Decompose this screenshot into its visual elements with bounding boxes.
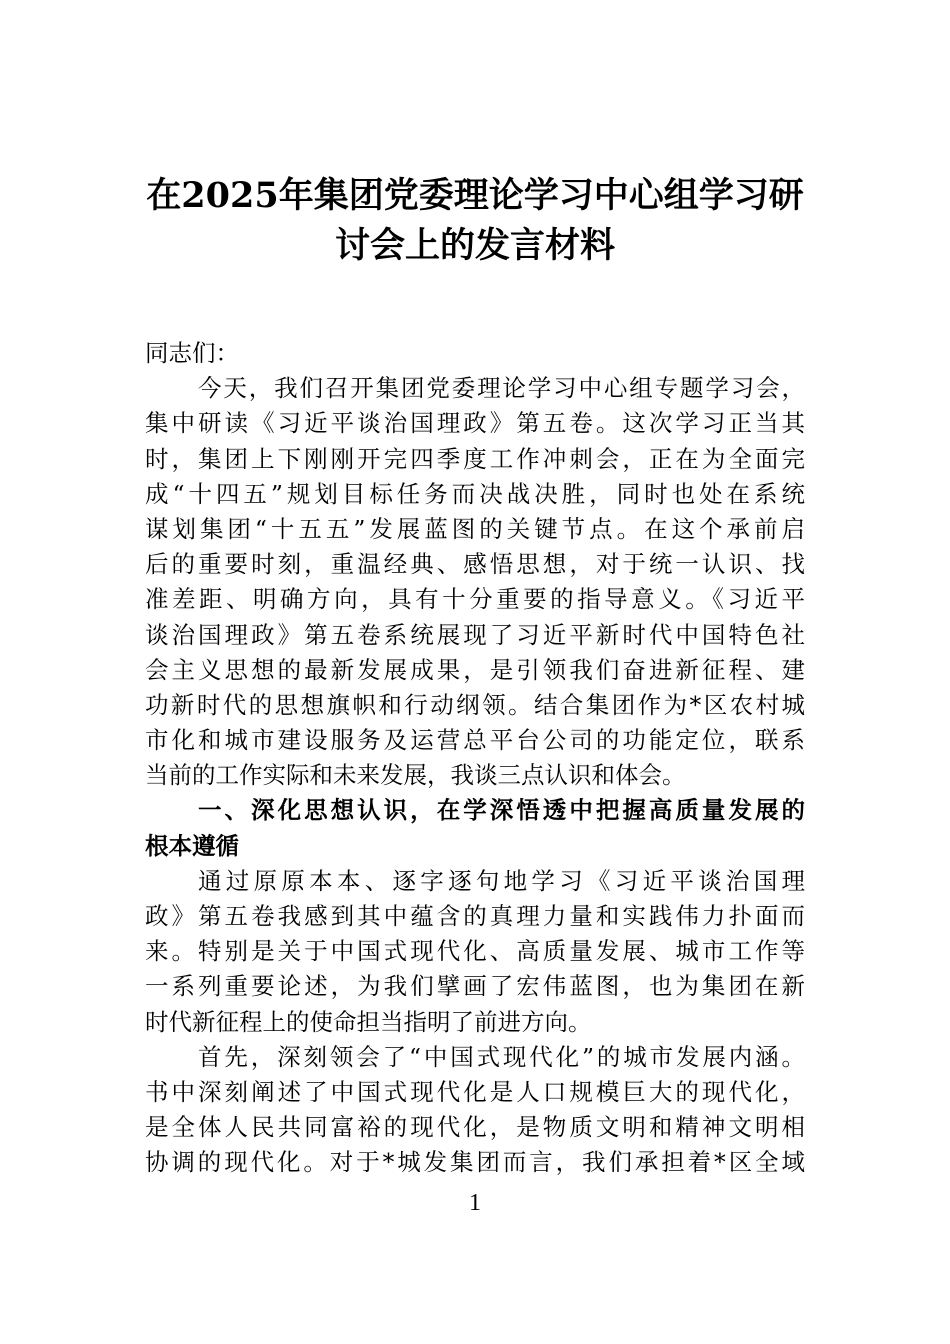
text-line: 谋划集团“十五五”发展蓝图的关键节点。在这个承前启	[145, 514, 805, 543]
page-number: 1	[469, 1190, 481, 1216]
paragraph-first-point	[145, 1040, 805, 1181]
text-line: 今天，我们召开集团党委理论学习中心组专题学习会，	[198, 374, 805, 403]
text-line: 后的重要时刻，重温经典、感悟思想，对于统一认识、找	[145, 550, 805, 579]
text-line: 集中研读《习近平谈治国理政》第五卷。这次学习正当其	[145, 409, 805, 438]
text-line: 谈治国理政》第五卷系统展现了习近平新时代中国特色社	[145, 620, 805, 649]
text-line: 是全体人民共同富裕的现代化，是物质文明和精神文明相	[145, 1113, 805, 1142]
section-heading-1	[145, 793, 805, 863]
text-line: 时代新征程上的使命担当指明了前进方向。	[145, 1007, 592, 1036]
text-line: 功新时代的思想旗帜和行动纲领。结合集团作为*区农村城	[145, 690, 805, 719]
heading-line: 一、深化思想认识，在学深悟透中把握高质量发展的	[198, 796, 805, 825]
text-line: 一系列重要论述，为我们擘画了宏伟蓝图，也为集团在新	[145, 972, 805, 1001]
text-line: 通过原原本本、逐字逐句地学习《习近平谈治国理	[198, 866, 805, 895]
document-title-line-2: 讨会上的发言材料	[334, 225, 615, 266]
paragraph-study	[145, 864, 805, 1040]
text-line: 会主义思想的最新发展成果，是引领我们奋进新征程、建	[145, 655, 805, 684]
text-line: 当前的工作实际和未来发展，我谈三点认识和体会。	[145, 761, 686, 790]
heading-line: 根本遵循	[145, 831, 239, 860]
text-line: 时，集团上下刚刚开完四季度工作冲刺会，正在为全面完	[145, 444, 805, 473]
text-line: 政》第五卷我感到其中蕴含的真理力量和实践伟力扑面而	[145, 902, 805, 930]
document-title-line-1: 在2025年集团党委理论学习中心组学习研	[146, 175, 804, 216]
text-line: 书中深刻阐述了中国式现代化是人口规模巨大的现代化，	[145, 1077, 805, 1106]
paragraph-intro	[145, 371, 805, 793]
text-line: 成“十四五”规划目标任务而决战决胜，同时也处在系统	[145, 479, 805, 508]
salutation: 同志们：	[145, 339, 239, 367]
document-body	[145, 336, 805, 1181]
text-line: 市化和城市建设服务及运营总平台公司的功能定位，联系	[145, 726, 805, 755]
text-line: 来。特别是关于中国式现代化、高质量发展、城市工作等	[145, 937, 805, 966]
text-line: 协调的现代化。对于*城发集团而言，我们承担着*区全域	[145, 1148, 805, 1177]
text-line: 准差距、明确方向，具有十分重要的指导意义。《习近平	[145, 585, 805, 614]
text-line: 首先，深刻领会了“中国式现代化”的城市发展内涵。	[198, 1042, 805, 1071]
